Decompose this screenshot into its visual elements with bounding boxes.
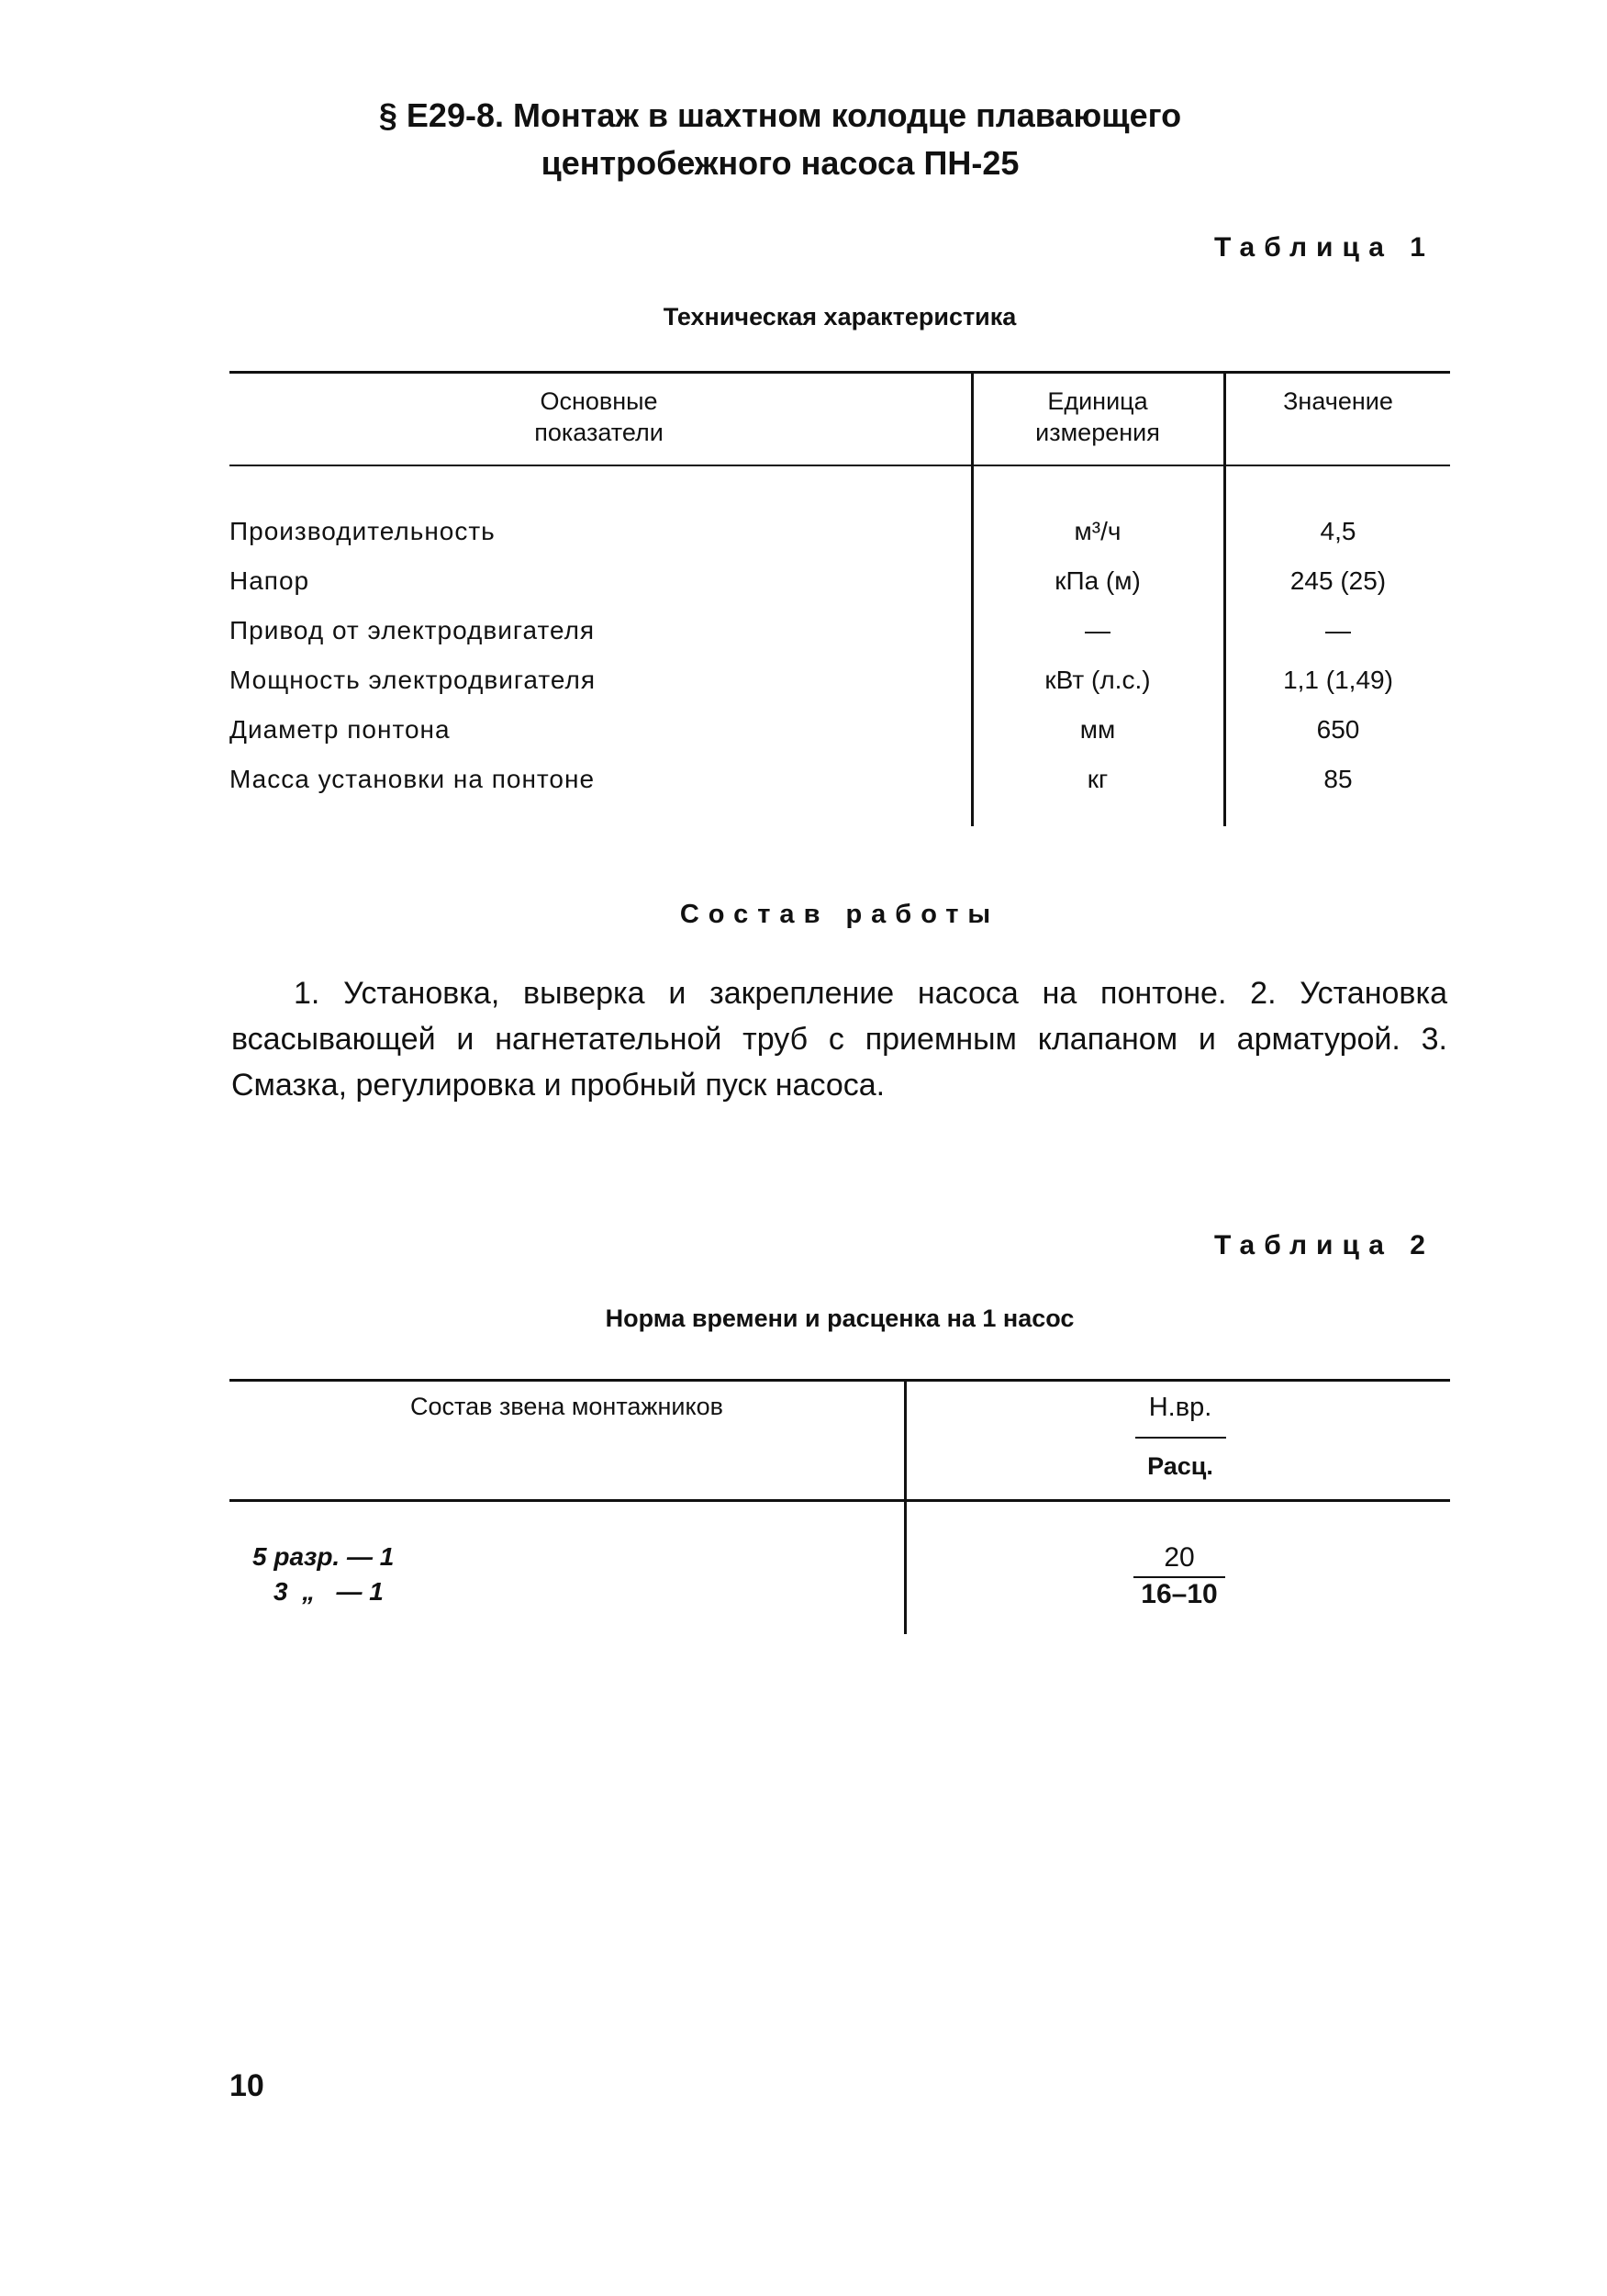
table1-header-unit-line2: измерения (1035, 419, 1160, 446)
table1-row-value: 245 (25) (1289, 566, 1387, 595)
section-title-line-2: центробежного насоса ПН-25 (541, 144, 1020, 182)
table1-header-indicator-line2: показатели (534, 419, 664, 446)
table1-row-name: Производительность (229, 517, 496, 545)
table2-header-rule (229, 1499, 1450, 1502)
table1-header-value: Значение (1283, 387, 1393, 415)
table1-row-value: 85 (1323, 765, 1353, 793)
section-title-line-1: § Е29-8. Монтаж в шахтном колодце плавающего (378, 96, 1182, 134)
table1-col-divider-2 (1223, 371, 1226, 826)
table2-header-crew: Состав звена монтажников (410, 1393, 723, 1420)
table1-row-unit: мм (1079, 715, 1116, 744)
table1-row-name: Мощность электродвигателя (229, 666, 597, 694)
work-heading: Состав работы (679, 900, 1000, 929)
table1-row-name: Масса установки на понтоне (229, 765, 596, 793)
crew-line: 3 „ — 1 (273, 1577, 384, 1606)
norm-time-value: 20 (1164, 1542, 1195, 1573)
table2-header-price: Расц. (1147, 1452, 1213, 1480)
table1-row-value: 4,5 (1320, 517, 1356, 545)
table2-label: Таблица 2 (1213, 1230, 1434, 1260)
table2-top-rule (229, 1379, 1450, 1382)
table1-header-rule (229, 465, 1450, 466)
table1-row-name: Диаметр понтона (229, 715, 451, 744)
work-description: 1. Установка, выверка и закрепление насоса на понтоне. 2. Установка всасывающей и нагнетательной труб с приемным клапаном и арматурой. 3. Смазка, регулировка и пробный пуск насоса. (231, 976, 1447, 1103)
crew-line: 5 разр. — 1 (252, 1542, 395, 1571)
table2-caption: Норма времени и расценка на 1 насос (605, 1305, 1075, 1332)
norm-fraction-bar (1133, 1576, 1225, 1578)
table1-header-unit (974, 386, 1222, 448)
table1-row-value: 1,1 (1,49) (1283, 666, 1393, 694)
table2-col-divider (904, 1379, 907, 1634)
table1-row-unit: кВт (л.с.) (1044, 666, 1151, 694)
table2-header-fraction-bar (1135, 1437, 1226, 1439)
table2-header-norm: Н.вр. (1148, 1393, 1212, 1422)
table1-row-unit: — (1085, 616, 1110, 644)
price-value: 16–10 (1141, 1579, 1218, 1609)
page-number: 10 (229, 2068, 264, 2103)
table1-header-indicator (229, 386, 968, 448)
table1-top-rule (229, 371, 1450, 374)
table1-label: Таблица 1 (1213, 232, 1434, 263)
table1-header-unit-line1: Единица (1047, 387, 1148, 415)
table1-row-value: 650 (1316, 715, 1360, 744)
table1-caption: Техническая характеристика (663, 303, 1017, 330)
table1-row-name: Привод от электродвигателя (229, 616, 596, 644)
table1-header-indicator-line1: Основные (540, 387, 658, 415)
table1-row-unit: м³/ч (1074, 517, 1122, 545)
table1-row-name: Напор (229, 566, 310, 595)
table1-row-unit: кПа (м) (1055, 566, 1141, 595)
table1-row-value: — (1325, 616, 1351, 644)
section-title (275, 92, 1285, 187)
table1-row-unit: кг (1087, 765, 1109, 793)
